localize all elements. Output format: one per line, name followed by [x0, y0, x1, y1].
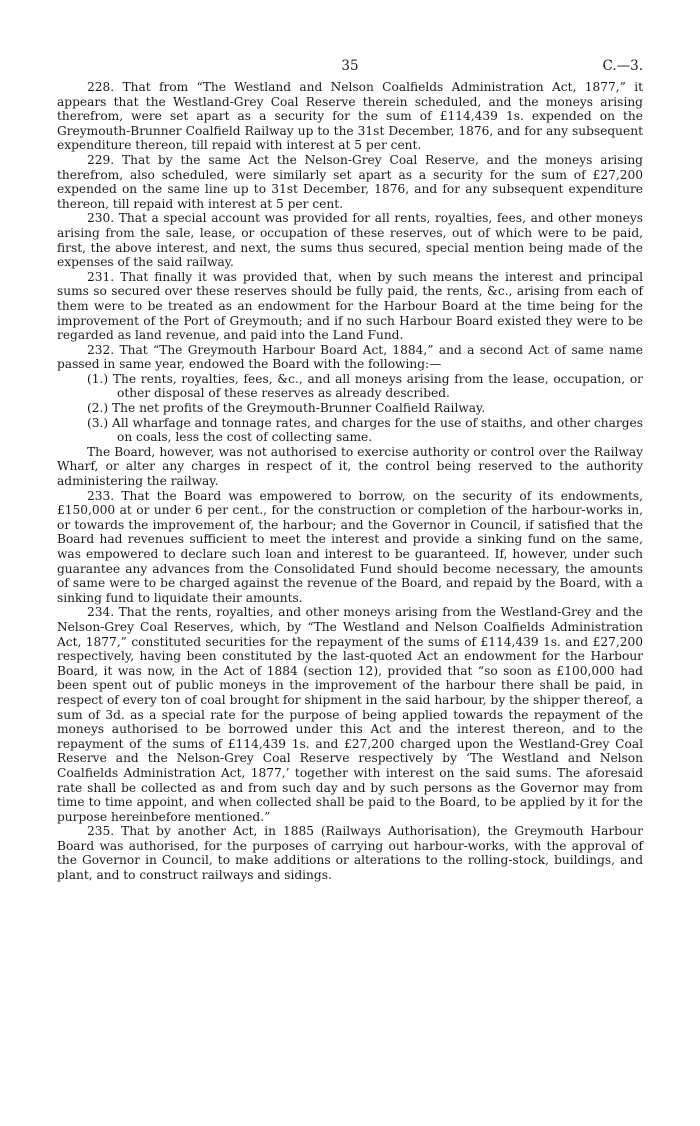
list-item: (3.) All wharfage and tonnage rates, and charges for the use of staiths, and other charges on coals, less the cost of collecting same.	[87, 415, 643, 445]
paragraph-229: 229. That by the same Act the Nelson-Grey Coal Reserve, and the moneys arising therefrom, also scheduled, were similarly set apart as a security for the sum of £27,200 expended on the same line up to 31st December, 1876, and for any subsequent expenditure thereon, till repaid with interest at 5 per cent.	[57, 152, 643, 211]
paragraph-232: 232. That “The Greymouth Harbour Board Act, 1884,” and a second Act of same name passed in same year, endowed the Board with the following:—	[57, 342, 643, 372]
paragraph-235: 235. That by another Act, in 1885 (Railways Authorisation), the Greymouth Harbour Board was authorised, for the purposes of carrying out harbour-works, with the approval of the Governor in Council, to make additions or alterations to the rolling-stock, buildings, and plant, and to construct railways and sidings.	[57, 824, 643, 883]
paragraph-230: 230. That a special account was provided for all rents, royalties, fees, and other moneys arising from the sale, lease, or occupation of these reserves, out of which were to be paid, first, the above interest, and next, the sums thus secured, special mention being made of the expenses of the said railway.	[57, 211, 643, 270]
paragraph-231: 231. That finally it was provided that, when by such means the interest and principal sums so secured over these reserves should be fully paid, the rents, &c., arising from each of them were to be treated as an endowment for the Harbour Board at the time being for the improvement of the Port of Greymouth; and if no such Harbour Board existed they were to be regarded as land revenue, and paid into the Land Fund.	[57, 269, 643, 343]
list-item: (2.) The net profits of the Greymouth-Brunner Coalfield Railway.	[87, 401, 486, 416]
paragraph-234: 234. That the rents, royalties, and other moneys arising from the Westland-Grey and the Nelson-Grey Coal Reserves, which, by “The Westland and Nelson Coalfields Administration Act, 1877,” constituted securities for the repayment of the sums of £114,439 1s. and £27,200 respectively, having been constituted by the last-quoted Act an endowment for the Harbour Board, it was now, in the Act of 1884 (section 12), provided that “so soon as £100,000 had been spent out of public moneys in the improvement of the harbour there shall be paid, in respect of every ton of coal brought for shipment in the said harbour, by the shipper thereof, a sum of 3d. as a special rate for the purpose of being applied towards the repayment of the moneys authorised to be borrowed under this Act and the interest thereon, and to the repayment of the sums of £114,439 1s. and £27,200 charged upon the Westland-Grey Coal Reserve and the Nelson-Grey Coal Reserve respectively by ‘The Westland and Nelson Coalfields Administration Act, 1877,’ together with interest on the said sums. The aforesaid rate shall be collected as and from such day and by such persons as the Governor may from time to time appoint, and when collected shall be paid to the Board, to be applied by it for the purpose hereinbefore mentioned.”	[57, 605, 643, 824]
document-reference: C.—3.	[602, 58, 643, 74]
paragraph-228: 228. That from “The Westland and Nelson Coalfields Administration Act, 1877,” it appears that the Westland-Grey Coal Reserve therein scheduled, and the moneys arising therefrom, were set apart as a security for the sum of £114,439 1s. expended on the Greymouth-Brunner Coalfield Railway up to the 31st December, 1876, and for any subsequent expenditure thereon, till repaid with interest at 5 per cent.	[57, 80, 643, 153]
endowment-list	[57, 372, 643, 445]
page-number: 35	[341, 58, 359, 74]
paragraph-board-note: The Board, however, was not authorised to exercise authority or control over the Railway Wharf, or alter any charges in respect of it, the control being reserved to the authority administering the railway.	[57, 444, 643, 489]
list-item: (1.) The rents, royalties, fees, &c., and all moneys arising from the lease, occupation, or other disposal of these reserves as already described.	[87, 371, 643, 401]
document-body	[57, 80, 643, 883]
page-header	[57, 58, 643, 78]
paragraph-233: 233. That the Board was empowered to borrow, on the security of its endowments, £150,000 at or under 6 per cent., for the construction or completion of the harbour-works in, or towards the improvement of, the harbour; and the Governor in Council, if satisfied that the Board had revenues sufficient to meet the interest and provide a sinking fund on the same, was empowered to declare such loan and interest to be guaranteed. If, however, under such guarantee any advances from the Consolidated Fund should become necessary, the amounts of same were to be charged against the revenue of the Board, and repaid by the Board, with a sinking fund to liquidate their amounts.	[57, 488, 643, 605]
